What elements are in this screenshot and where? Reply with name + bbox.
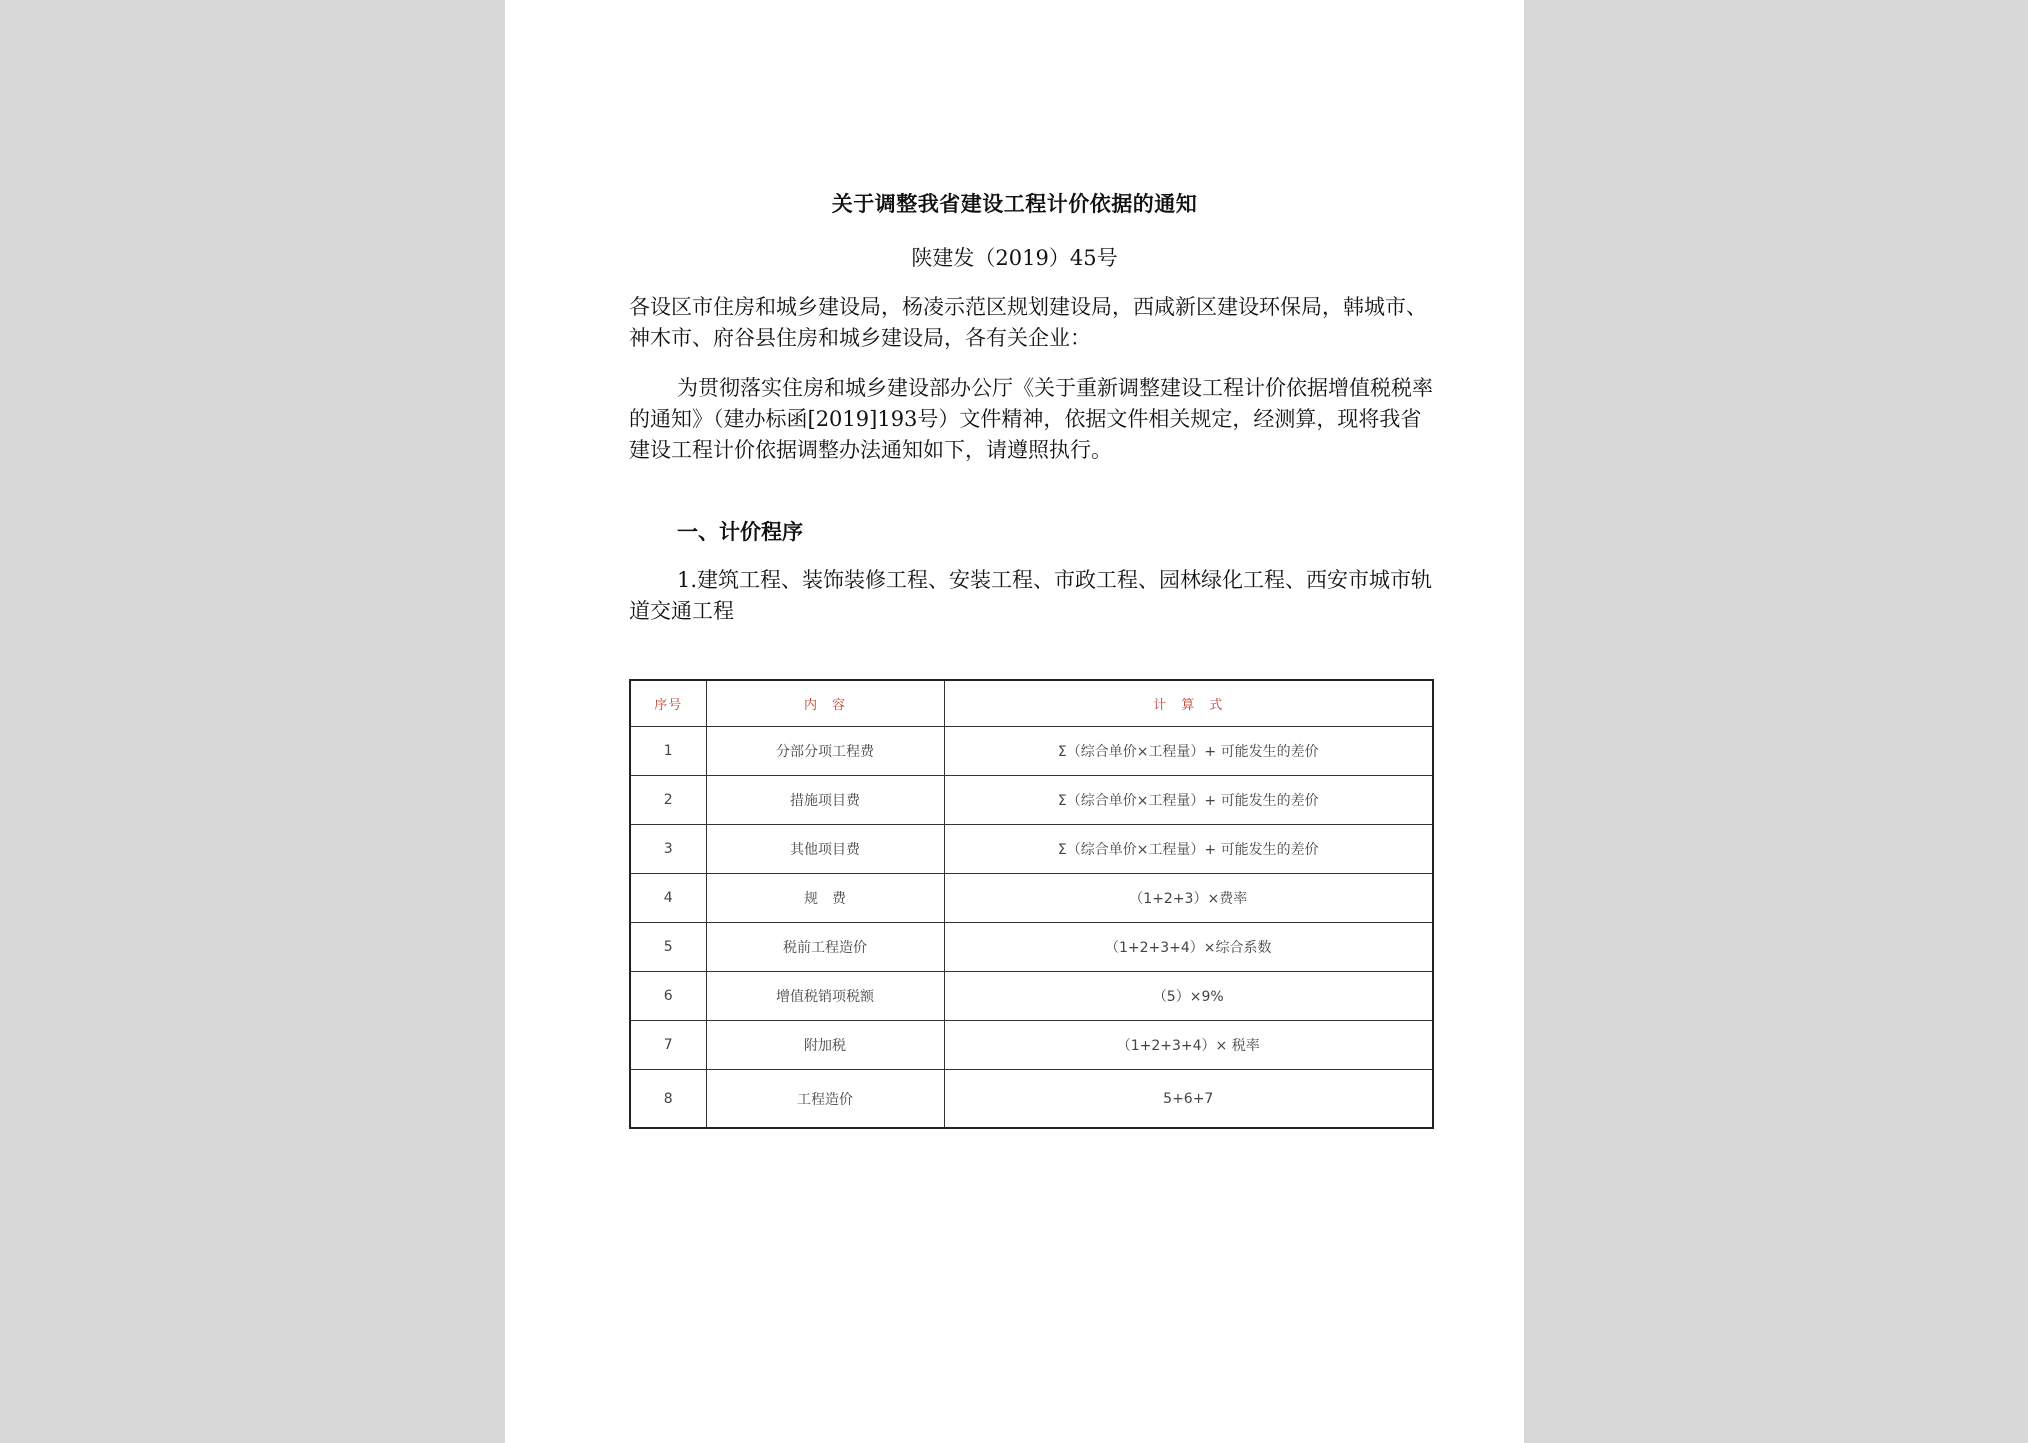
table-header-row <box>630 680 1433 727</box>
table-row <box>630 923 1433 972</box>
row-formula: （1+2+3）×费率 <box>944 874 1433 923</box>
document-title: 关于调整我省建设工程计价依据的通知 <box>831 191 1198 216</box>
table-row <box>630 874 1433 923</box>
row-content: 工程造价 <box>706 1070 944 1129</box>
header-no: 序号 <box>630 680 706 727</box>
row-no: 8 <box>630 1070 706 1129</box>
document-page <box>505 0 1524 1443</box>
row-content: 附加税 <box>706 1021 944 1070</box>
table-row <box>630 1021 1433 1070</box>
document-number: 陕建发（2019）45号 <box>911 246 1118 270</box>
row-no: 2 <box>630 776 706 825</box>
row-no: 7 <box>630 1021 706 1070</box>
row-no: 3 <box>630 825 706 874</box>
row-formula: （1+2+3+4）×综合系数 <box>944 923 1433 972</box>
table-row <box>630 776 1433 825</box>
section-heading: 一、计价程序 <box>677 519 803 544</box>
row-content: 分部分项工程费 <box>706 727 944 776</box>
row-formula: Σ（综合单价×工程量）+ 可能发生的差价 <box>944 727 1433 776</box>
addressee-paragraph: 各设区市住房和城乡建设局，杨凌示范区规划建设局，西咸新区建设环保局，韩城市、神木市、府谷县住房和城乡建设局，各有关企业： <box>629 295 1427 350</box>
row-formula: （1+2+3+4）× 税率 <box>944 1021 1433 1070</box>
row-formula: Σ（综合单价×工程量）+ 可能发生的差价 <box>944 776 1433 825</box>
row-content: 措施项目费 <box>706 776 944 825</box>
row-formula: Σ（综合单价×工程量）+ 可能发生的差价 <box>944 825 1433 874</box>
row-content: 税前工程造价 <box>706 923 944 972</box>
row-no: 6 <box>630 972 706 1021</box>
row-content: 其他项目费 <box>706 825 944 874</box>
intro-paragraph: 为贯彻落实住房和城乡建设部办公厅《关于重新调整建设工程计价依据增值税税率的通知》（建办标函[2019]193号）文件精神，依据文件相关规定，经测算，现将我省建设工程计价依据调整办法通知如下，请遵照执行。 <box>629 376 1433 462</box>
row-no: 1 <box>630 727 706 776</box>
row-no: 4 <box>630 874 706 923</box>
table-row <box>630 972 1433 1021</box>
subsection-paragraph: 1.建筑工程、装饰装修工程、安装工程、市政工程、园林绿化工程、西安市城市轨道交通工程 <box>629 568 1433 623</box>
header-content: 内 容 <box>706 680 944 727</box>
row-no: 5 <box>630 923 706 972</box>
row-content: 规 费 <box>706 874 944 923</box>
row-formula: 5+6+7 <box>944 1070 1433 1129</box>
row-formula: （5）×9% <box>944 972 1433 1021</box>
header-formula: 计 算 式 <box>944 680 1433 727</box>
row-content: 增值税销项税额 <box>706 972 944 1021</box>
table-row <box>630 825 1433 874</box>
pricing-procedure-table <box>629 679 1434 1129</box>
table-row <box>630 1070 1433 1129</box>
table-row <box>630 727 1433 776</box>
